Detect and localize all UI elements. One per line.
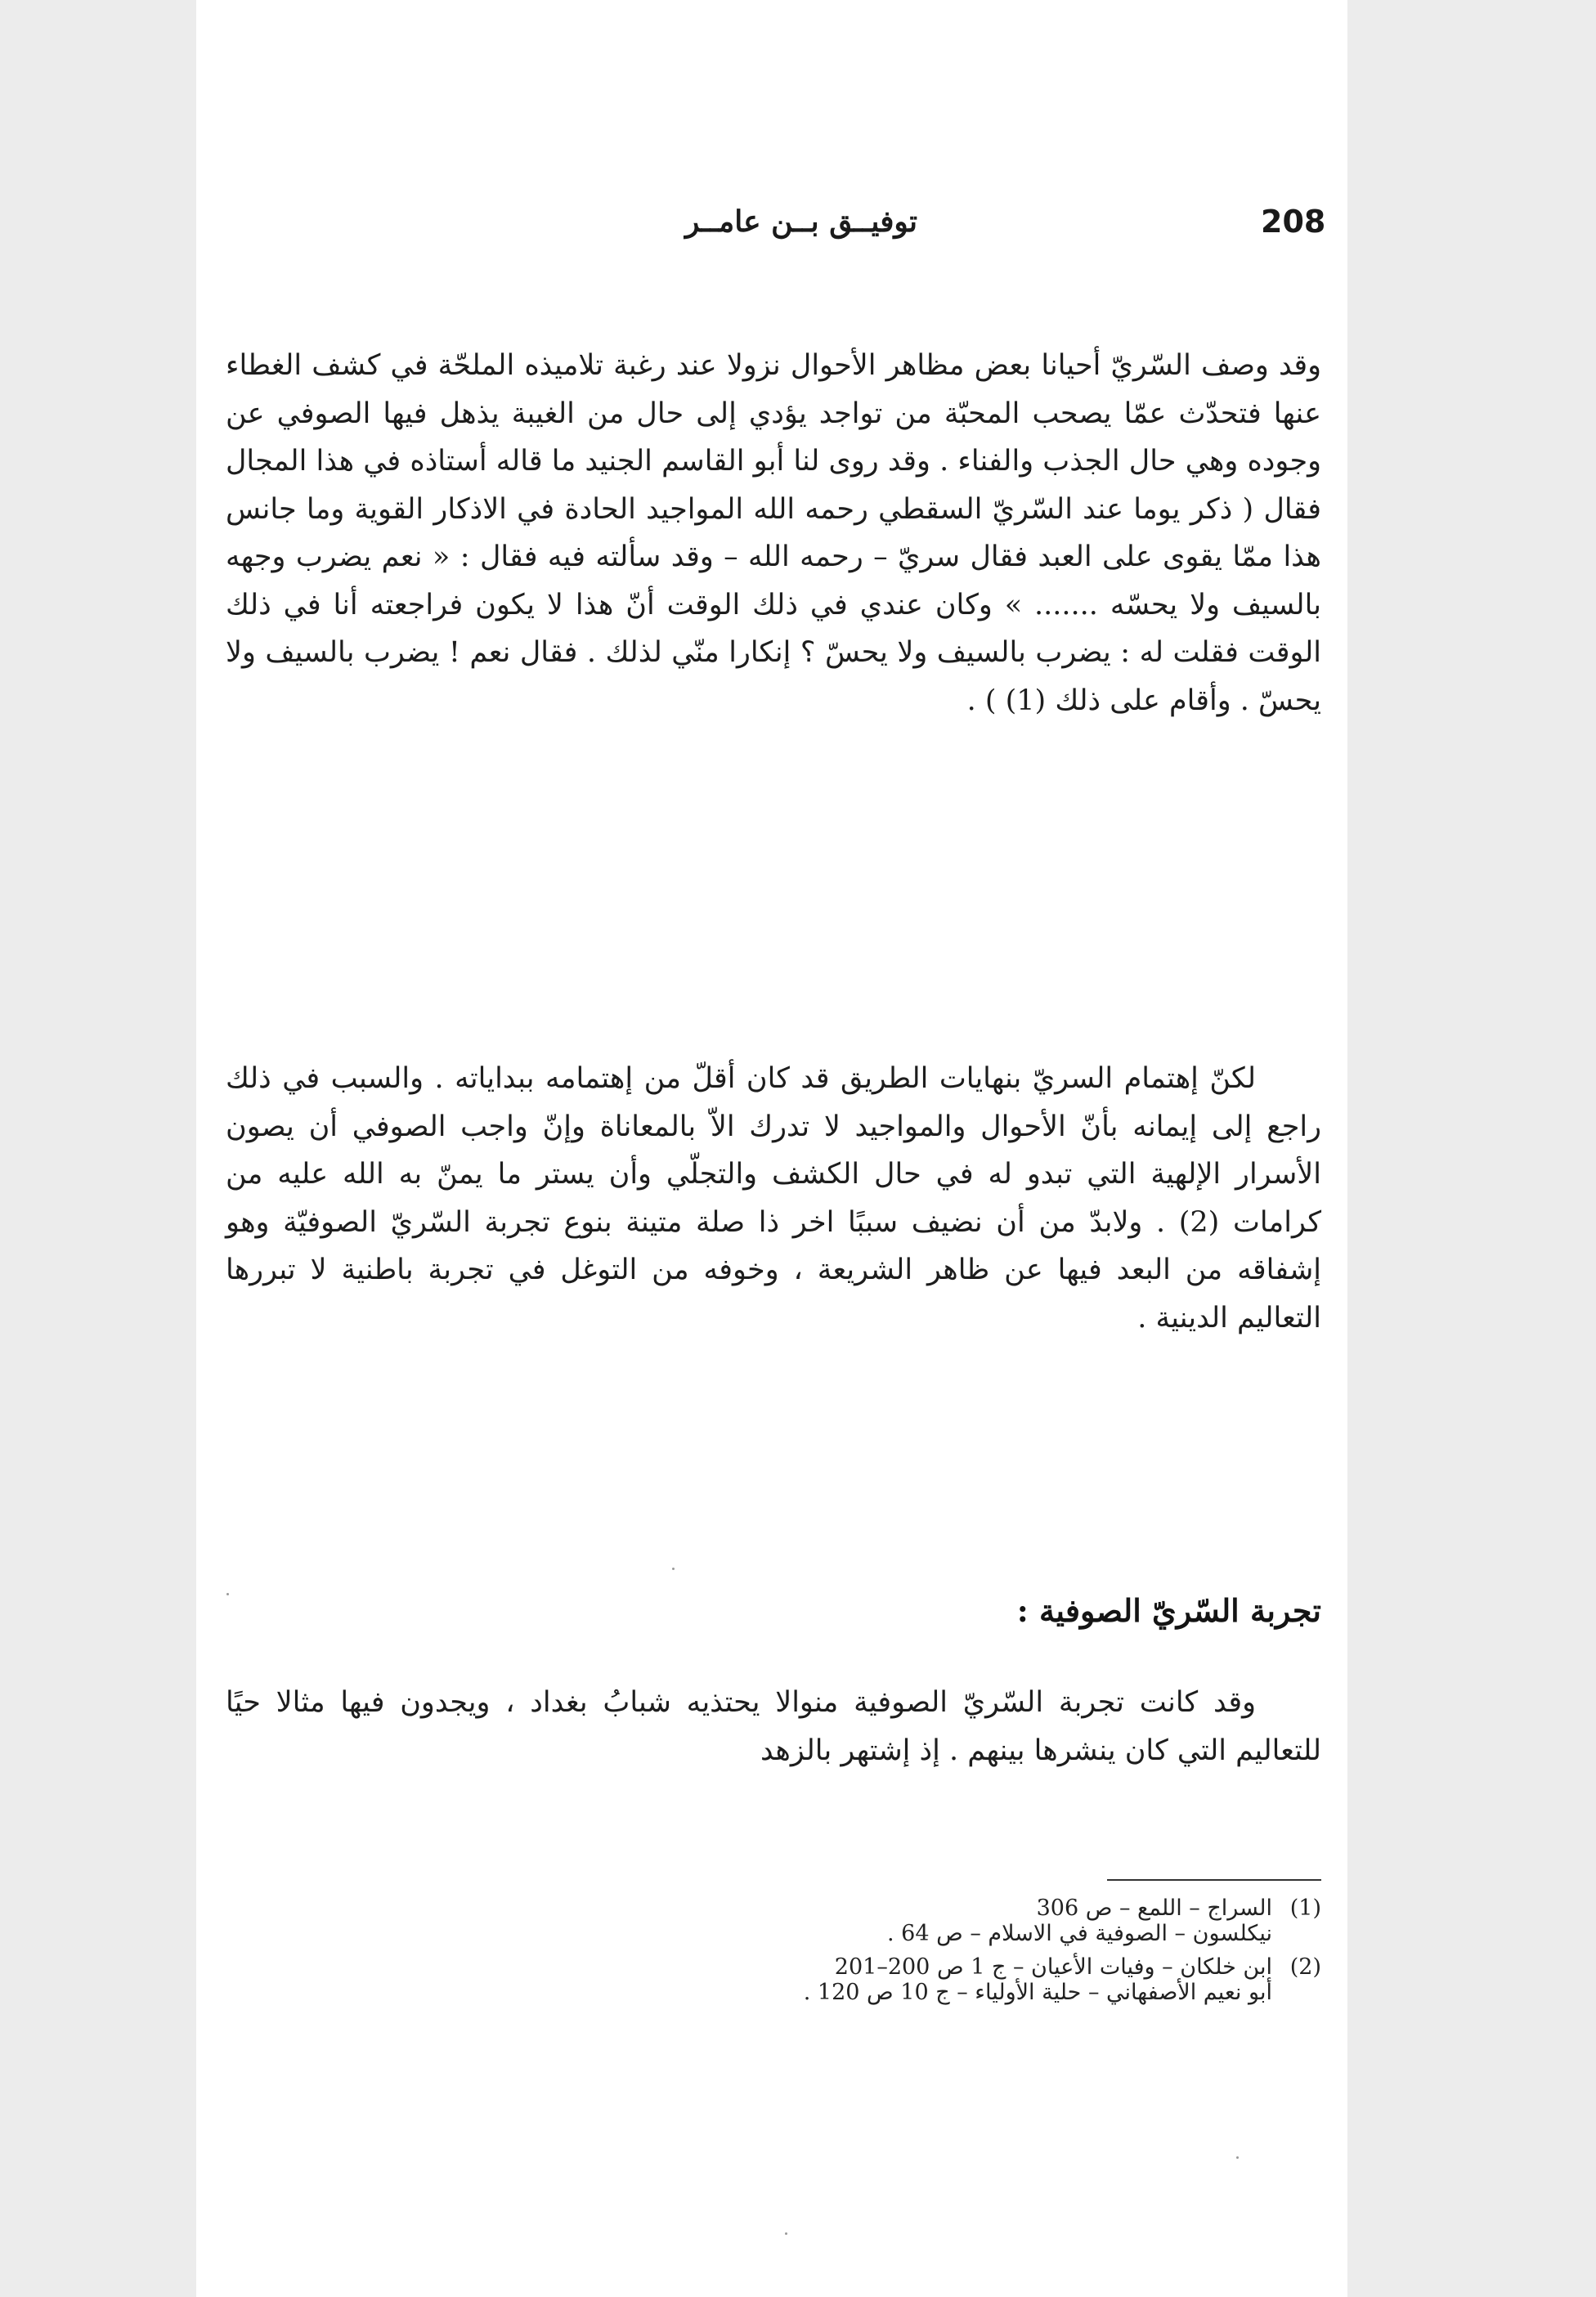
- footnote-1-line-1: السراج – اللمع – ص 306: [1036, 1895, 1272, 1921]
- running-title: توفيــق بــن عامــر: [684, 204, 918, 239]
- book-page: [196, 0, 1347, 2297]
- footnote-2: [621, 1954, 1321, 2005]
- scan-speck: [1236, 2156, 1239, 2159]
- paragraph-2: [226, 1055, 1321, 1342]
- paragraph-1-text: وقد وصف السّريّ أحيانا بعض مظاهر الأحوال نزولا عند رغبة تلاميذه الملحّة في كشف الغطاء عنها فتحدّث عمّا يصحب المحبّة من تواجد يؤدي إلى حال من الغيبة يذهل فيها الصوفي عن وجوده وهي حال الجذب والفناء . وقد روى لنا أبو القاسم الجنيد ما قاله أستاذه في هذا المجال فقال ( ذكر يوما عند السّريّ السقطي رحمه الله المواجيد الحادة في الاذكار القوية وما جانس هذا ممّا يقوى على العبد فقال سريّ – رحمه الله – وقد سألته فيه فقال : « نعم يضرب وجهه بالسيف ولا يحسّه ....... » وكان عندي في ذلك الوقت أنّ هذا لا يكون فراجعته أنا في ذلك الوقت فقلت له : يضرب بالسيف ولا يحسّ ؟ إنكارا منّي لذلك . فقال نعم ! يضرب بالسيف ولا يحسّ . وأقام على ذلك (1) ) .: [226, 349, 1321, 717]
- footnote-1: [621, 1895, 1321, 1946]
- scan-speck: [226, 1593, 229, 1595]
- paragraph-2-text: لكنّ إهتمام السريّ بنهايات الطريق قد كان أقلّ من إهتمامه ببداياته . والسبب في ذلك راجع إلى إيمانه بأنّ الأحوال والمواجيد لا تدرك الاّ بالمعاناة وإنّ واجب الصوفي أن يصون الأسرار الإلهية التي تبدو له في حال الكشف والتجلّي وأن يستر ما يمنّ به الله عليه من كرامات (2) . ولابدّ من أن نضيف سببًا اخر ذا صلة متينة بنوع تجربة السّريّ الصوفيّة وهو إشفاقه من البعد فيها عن ظاهر الشريعة ، وخوفه من التوغل في تجربة باطنية لا تبررها التعاليم الدينية .: [226, 1062, 1322, 1335]
- page-header: [196, 200, 1347, 249]
- footnote-2-mark: (2): [1289, 1954, 1321, 1980]
- footnotes: [621, 1895, 1321, 2013]
- scan-speck: [785, 2232, 787, 2235]
- footnote-2-line-1: ابن خلكان – وفيات الأعيان – ج 1 ص 200–201: [834, 1954, 1272, 1980]
- footnote-divider: [1107, 1879, 1321, 1881]
- footnote-2-line-2: أبو نعيم الأصفهاني – حلية الأولياء – ج 10 ص 120 .: [803, 1980, 1272, 2005]
- footnote-2-lines: [621, 1954, 1272, 2005]
- paragraph-3: [226, 1679, 1321, 1774]
- page-number: 208: [1261, 204, 1326, 240]
- section-heading: تجربة السّريّ الصوفية :: [1016, 1592, 1321, 1629]
- footnote-1-mark: (1): [1289, 1895, 1321, 1921]
- footnote-1-line-2: نيكلسون – الصوفية في الاسلام – ص 64 .: [886, 1921, 1272, 1946]
- paragraph-1: [226, 342, 1321, 725]
- paragraph-3-text: وقد كانت تجربة السّريّ الصوفية منوالا يحتذيه شبابُ بغداد ، ويجدون فيها مثالا حيًا للتعاليم التي كان ينشرها بينهم . إذ إشتهر بالزهد: [226, 1686, 1321, 1767]
- scan-speck: [672, 1568, 675, 1570]
- footnote-1-lines: [621, 1895, 1272, 1946]
